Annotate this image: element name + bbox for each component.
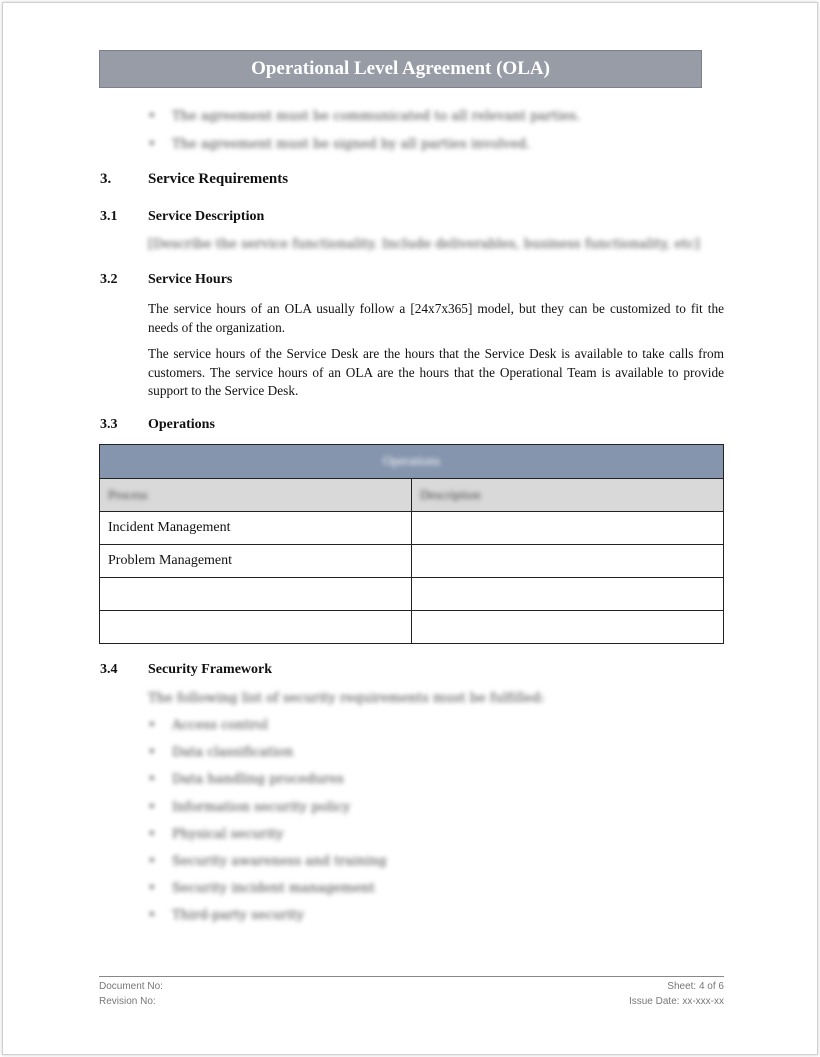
table-row: Problem Management <box>100 545 724 578</box>
table-row <box>100 611 724 644</box>
service-hours-paragraph-1: The service hours of an OLA usually follow a [24x7x365] model, but they can be customized to fit the needs of the organization. <box>148 301 724 335</box>
document-title: Operational Level Agreement (OLA) <box>99 50 702 88</box>
security-item: • Security incident management <box>148 881 375 896</box>
security-item: • Information security policy <box>148 800 351 815</box>
issue-date: Issue Date: xx-xxx-xx <box>628 996 724 1007</box>
section-3-4-heading: 3.4 Security Framework <box>100 662 273 677</box>
document-number: Document No: <box>99 981 163 992</box>
security-item: • Physical security <box>148 827 284 842</box>
section-3-heading: 3. Service Requirements <box>100 171 289 187</box>
security-intro: The following list of security requirements must be fulfilled: <box>148 691 545 706</box>
table-header-row: Process Description <box>100 479 724 512</box>
security-item: • Third-party security <box>148 908 305 922</box>
security-item: • Data classification <box>148 745 294 760</box>
revision-number: Revision No: <box>99 996 156 1007</box>
security-item: • Data handling procedures <box>148 772 344 787</box>
security-item: • Security awareness and training <box>148 854 387 869</box>
intro-bullet: • The agreement must be communicated to all relevant parties. <box>148 109 581 124</box>
section-3-2-heading: 3.2 Service Hours <box>100 272 233 287</box>
page-footer <box>99 976 724 1007</box>
service-description-placeholder: [Describe the service functionality. Include deliverables, business functionality, etc] <box>148 237 700 252</box>
section-3-3-heading: 3.3 Operations <box>100 417 215 432</box>
table-row <box>100 578 724 611</box>
section-3-1-heading: 3.1 Service Description <box>100 209 265 224</box>
sheet-number: Sheet: 4 of 6 <box>667 981 724 992</box>
service-hours-paragraph-2: The service hours of the Service Desk are the hours that the Service Desk is available to take calls from customers. The service hours of an OLA are the hours that the Operational Team is available to provide support to the Service Desk. <box>148 346 724 398</box>
table-caption: Operations <box>100 445 724 479</box>
table-row: Incident Management <box>100 512 724 545</box>
intro-bullet: • The agreement must be signed by all parties involved. <box>148 137 531 152</box>
operations-table <box>99 444 724 644</box>
security-item: • Access control <box>148 718 269 733</box>
